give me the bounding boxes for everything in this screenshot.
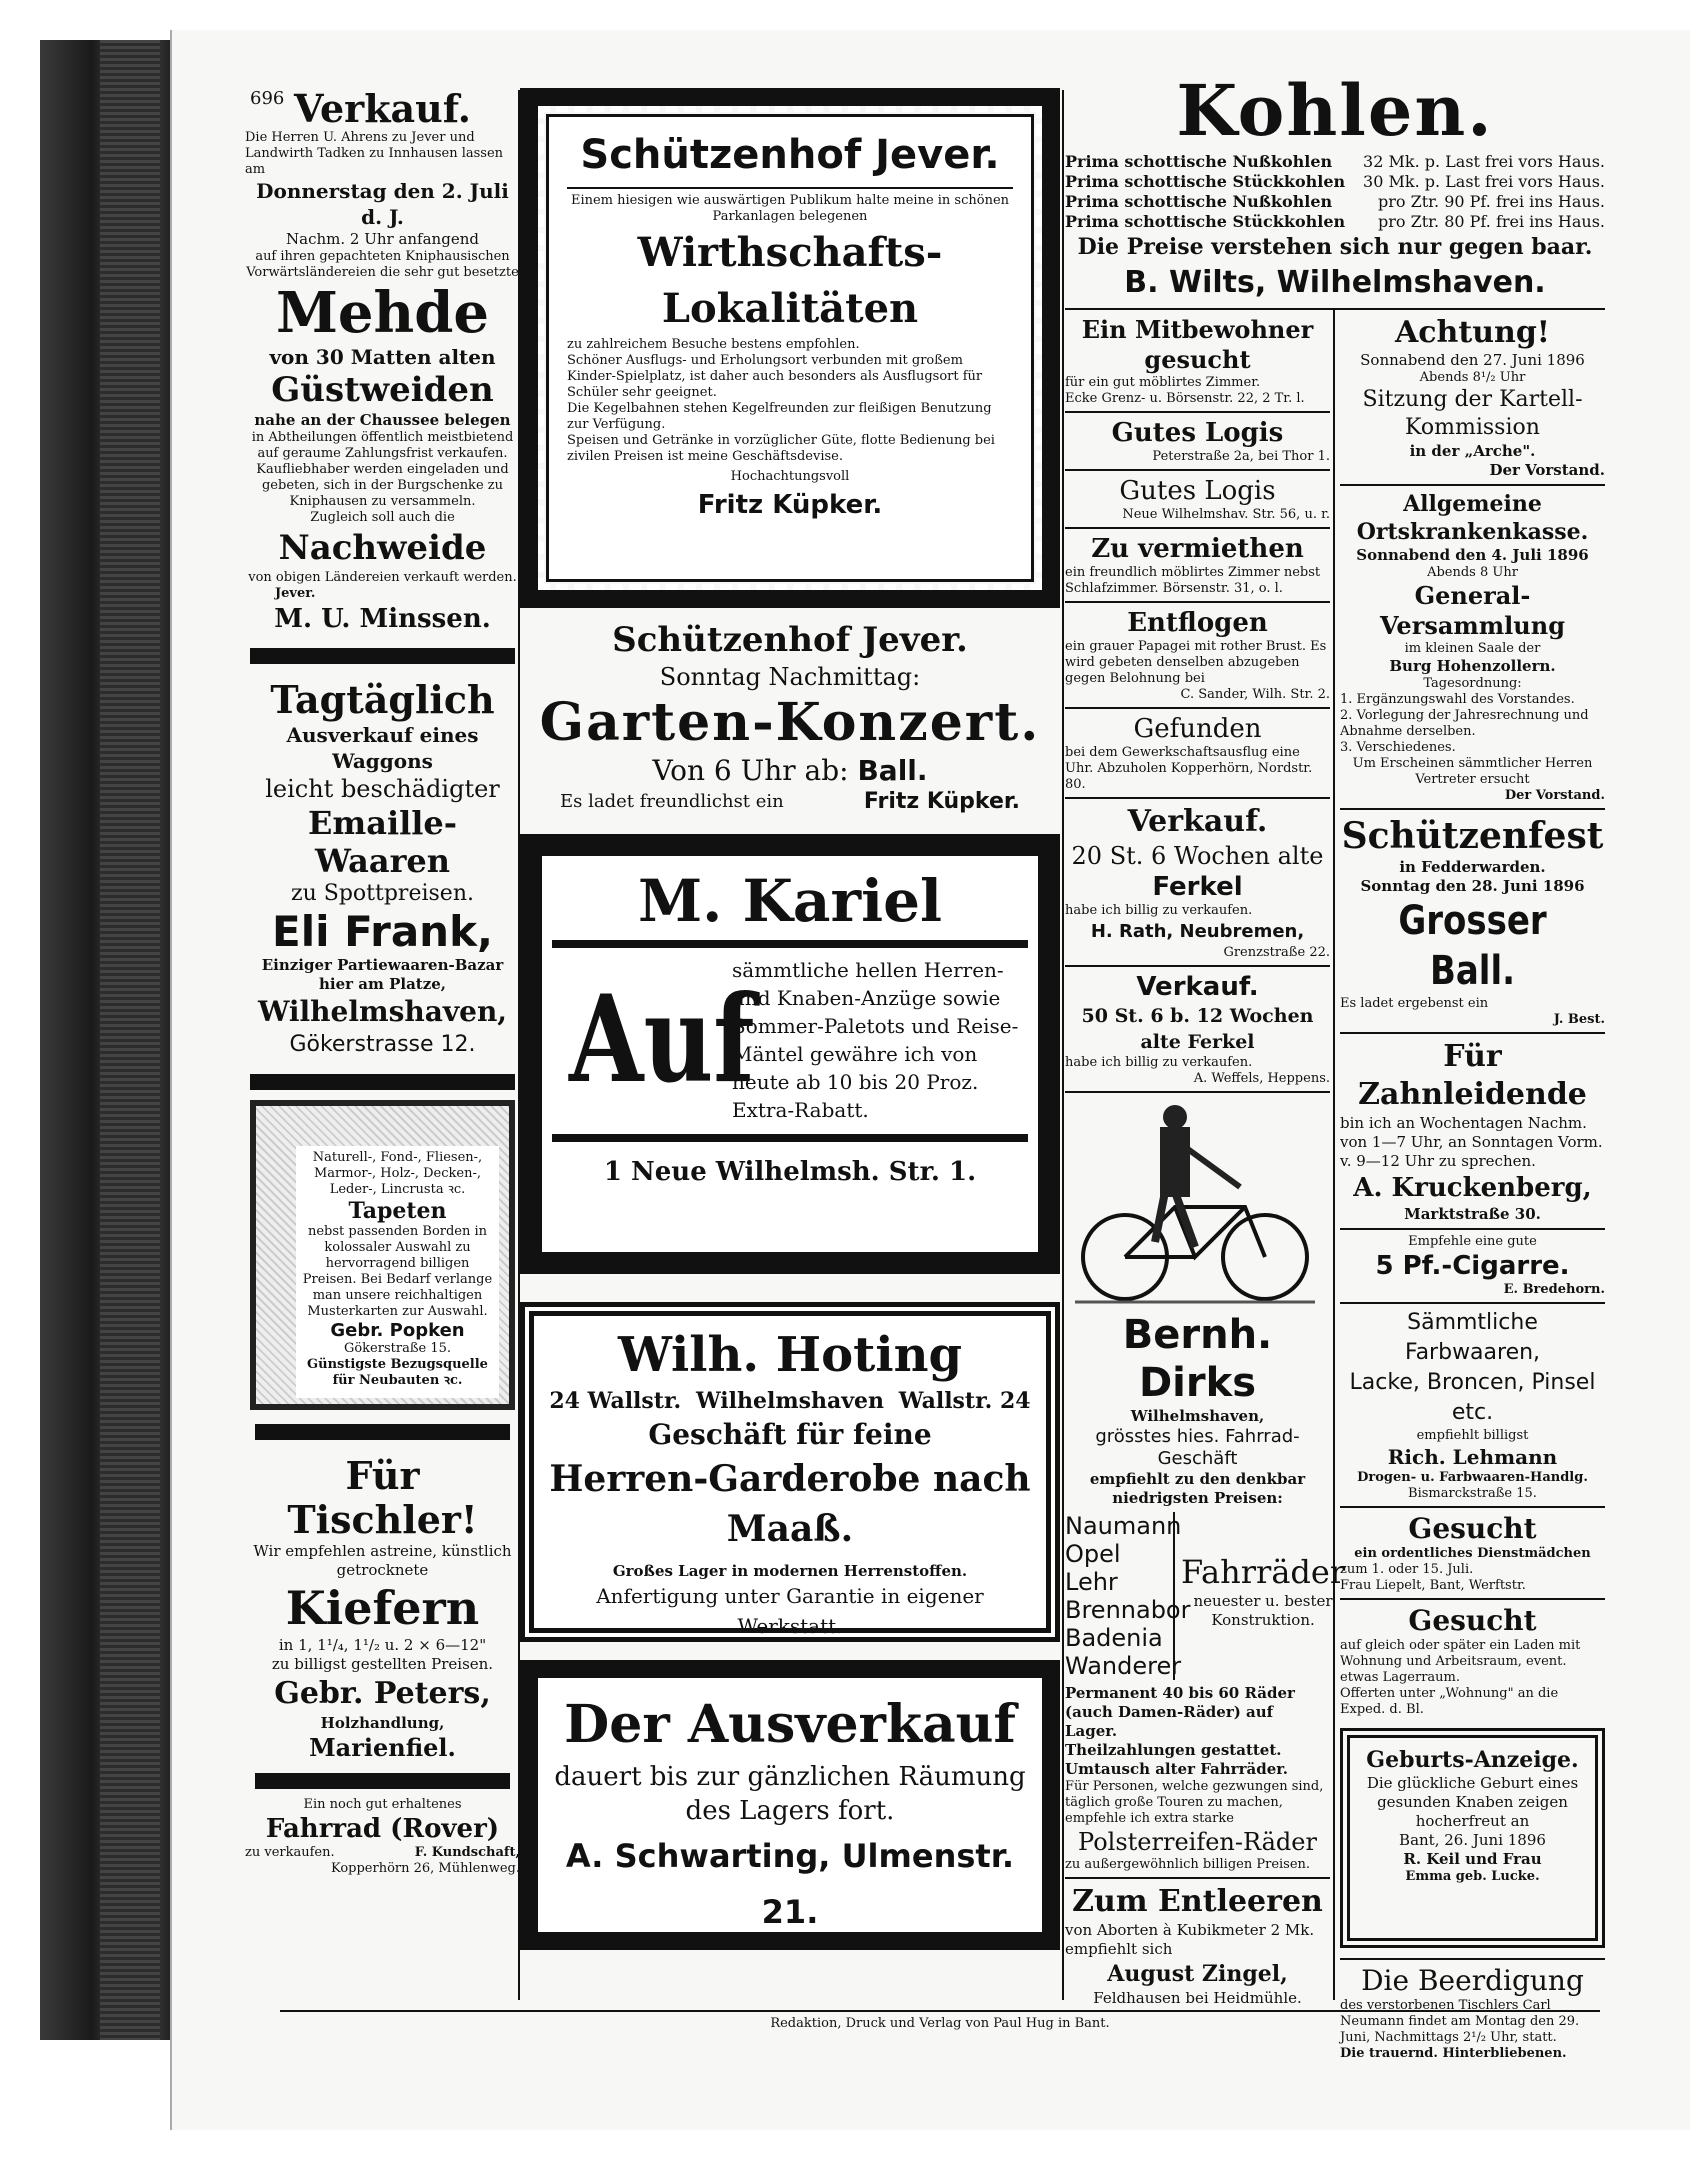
column-3 xyxy=(1065,315,1346,2008)
vk2-line-2: habe ich billig zu verkaufen. xyxy=(1065,1055,1253,1070)
dirks-title: Bernh. Dirks xyxy=(1122,1312,1273,1406)
bicycle-brand: Lehr xyxy=(1065,1568,1118,1596)
ges1-line-3: Frau Liepelt, Bant, Werftstr. xyxy=(1340,1578,1526,1593)
vk1-line-2: Ferkel xyxy=(1152,872,1243,902)
imprint-footer: Redaktion, Druck und Verlag von Paul Hug in Bant. xyxy=(280,2010,1600,2032)
geb-line-3: R. Keil und Frau xyxy=(1403,1850,1542,1868)
verkauf-details: in Abtheilungen öffentlich meistbietend auf geraume Zahlungsfrist verkaufen. Kaufliebhaber werden eingeladen und gebeten, sich in der Burgschenke zu Kniphausen zu versammeln. xyxy=(251,430,514,509)
sch-line-2: zu zahlreichem Besuche bestens empfohlen. xyxy=(567,337,860,352)
ausverkauf-title: Der Ausverkauf xyxy=(564,1694,1016,1755)
ok-line-2: Abends 8 Uhr xyxy=(1427,565,1518,580)
bicycle-brand: Badenia xyxy=(1065,1624,1163,1652)
dirks-line-8: zu außergewöhnlich billigen Preisen. xyxy=(1065,1857,1311,1872)
gesucht-2-title: Gesucht xyxy=(1408,1604,1537,1637)
gk-ball: Ball. xyxy=(857,754,928,787)
sch-line-4: Die Kegelbahnen stehen Kegelfreunden zur fleißigen Benutzung zur Verfügung. xyxy=(567,401,992,432)
hoting-line-4: Geschäft für feine xyxy=(648,1418,932,1451)
zugleich-line: Zugleich soll auch die xyxy=(310,510,455,525)
ok-line-8: 2. Vorlegung der Jahresrechnung und Abnahme derselben. xyxy=(1340,708,1589,739)
cigarre-title: 5 Pf.-Cigarre. xyxy=(1375,1251,1570,1281)
garten-konzert: Garten-Konzert. xyxy=(539,692,1041,753)
column-1 xyxy=(245,88,520,1877)
vk1-line-1: 20 St. 6 Wochen alte xyxy=(1071,842,1324,870)
fahrraeder-line: neuester u. bester Konstruktion. xyxy=(1193,1592,1333,1629)
vk1-line-5: Grenzstraße 22. xyxy=(1223,945,1330,960)
divider xyxy=(250,1074,515,1090)
rad-line-4: Kopperhörn 26, Mühlenweg. xyxy=(330,1861,520,1876)
beer-line-1: des verstorbenen Tischlers Carl Neumann findet am Montag den 29. Juni, Nachmittags 2¹/₂ Uhr, statt. xyxy=(1340,1998,1580,2045)
tischler-line-1: Wir empfehlen astreine, künstlich getrocknete xyxy=(253,1542,512,1579)
entl-line-1: von Aborten à Kubikmeter 2 Mk. empfiehlt sich xyxy=(1065,1921,1315,1958)
entl-line-3: Feldhausen bei Heidmühle. xyxy=(1093,1989,1302,2007)
gefunden-line: bei dem Gewerkschaftsausflug eine Uhr. Abzuholen Kopperhörn, Nordstr. 80. xyxy=(1065,745,1313,792)
eli-line-1: Einziger Partiewaaren-Bazar xyxy=(261,956,504,974)
kohlen-price-row xyxy=(1065,172,1605,192)
logis-2-title: Gutes Logis xyxy=(1119,476,1276,506)
tischler-title: Für Tischler! xyxy=(287,1453,478,1542)
tap-addr: Gökerstraße 15. xyxy=(343,1341,452,1356)
eli-line-4: Gökerstrasse 12. xyxy=(289,1032,476,1057)
ausverkauf-ad xyxy=(520,1660,1060,1950)
kariel-address: 1 Neue Wilhelmsh. Str. 1. xyxy=(603,1157,977,1187)
ges2-line-1: auf gleich oder später ein Laden mit Wohnung und Arbeitsraum, event. etwas Lagerraum. xyxy=(1340,1638,1581,1685)
nachweide-heading: Nachweide xyxy=(278,528,487,568)
vk1-line-4: H. Rath, Neubremen, xyxy=(1090,921,1305,942)
geb-line-4: Emma geb. Lucke. xyxy=(1405,1869,1540,1884)
vermiethen-line: ein freundlich möblirtes Zimmer nebst Schlafzimmer. Börsenstr. 31, o. l. xyxy=(1065,565,1321,596)
farb-line-5: Drogen- u. Farbwaaren-Handlg. xyxy=(1357,1470,1588,1485)
logis-1-title: Gutes Logis xyxy=(1111,418,1284,448)
kohlen-price: 30 Mk. p. Last frei vors Haus. xyxy=(1363,172,1605,191)
sf-line-4: Es ladet ergebenst ein xyxy=(1340,996,1489,1011)
ok-line-3: General-Versammlung xyxy=(1380,581,1565,640)
farb-line-3: empfiehlt billigst xyxy=(1416,1428,1529,1443)
ausverkauf-line-1: dauert bis zur gänzlichen Räumung xyxy=(554,1762,1026,1792)
schuetzenfest-title: Schützenfest xyxy=(1341,815,1604,857)
kohlen-price-row xyxy=(1065,152,1605,172)
dirks-line-6: Für Personen, welche gezwungen sind, täglich große Touren zu machen, empfehle ich extra starke xyxy=(1065,1779,1324,1826)
tap-line-1: Naturell-, Fond-, Fliesen-, Marmor-, Holz-, Decken-, Leder-, Lincrusta ꝛc. xyxy=(312,1150,483,1197)
geburts-anzeige xyxy=(1340,1728,1605,1948)
peters-line-2: Marienfiel. xyxy=(309,1733,456,1762)
ort-line: Jever. xyxy=(275,586,316,601)
hoting-line-7: Anfertigung unter Garantie in eigener Werkstatt. xyxy=(596,1584,984,1638)
ges1-line-2: zum 1. oder 15. Juli. xyxy=(1340,1562,1474,1577)
kohlen-ad xyxy=(1065,70,1605,304)
column-2 xyxy=(520,88,1060,1950)
zahn-line-3: Marktstraße 30. xyxy=(1404,1205,1541,1223)
gk-line-1: Sonntag Nachmittag: xyxy=(659,663,921,691)
tap-title: Tapeten xyxy=(348,1198,447,1224)
mit-line-2: Ecke Grenz- u. Börsenstr. 22, 2 Tr. l. xyxy=(1065,391,1305,406)
geb-title: Geburts-Anzeige. xyxy=(1366,1747,1579,1773)
ok-line-11: Der Vorstand. xyxy=(1504,788,1605,803)
ausverkauf-line-2: des Lagers fort. xyxy=(685,1796,895,1826)
vk2-line-3: A. Weffels, Heppens. xyxy=(1193,1071,1330,1086)
kohlen-price-row xyxy=(1065,192,1605,212)
acht-line-5: Der Vorstand. xyxy=(1489,461,1605,479)
vk1-line-3: habe ich billig zu verkaufen. xyxy=(1065,903,1253,918)
geb-line-2: Bant, 26. Juni 1896 xyxy=(1399,1831,1546,1849)
kohlen-price: pro Ztr. 90 Pf. frei ins Haus. xyxy=(1377,192,1605,211)
ok-line-1: Sonnabend den 4. Juli 1896 xyxy=(1356,546,1589,564)
kohlen-price: 32 Mk. p. Last frei vors Haus. xyxy=(1363,152,1605,171)
ok-line-10: Um Erscheinen sämmtlicher Herren Vertreter ersucht xyxy=(1352,756,1593,787)
eli-line-3: Wilhelmshaven, xyxy=(257,995,508,1028)
verkauf-time: Nachm. 2 Uhr anfangend xyxy=(286,230,479,248)
kohlen-product: Prima schottische Stückkohlen xyxy=(1065,212,1346,231)
ausverkauf-line-3: A. Schwarting, Ulmenstr. 21. xyxy=(565,1837,1015,1931)
entleeren-title: Zum Entleeren xyxy=(1072,1884,1323,1919)
beer-line-2: Die trauernd. Hinterbliebenen. xyxy=(1340,2046,1567,2061)
fahrraeder-heading: Fahrräder xyxy=(1181,1553,1346,1591)
ent-line-1: ein grauer Papagei mit rother Brust. Es wird gebeten denselben abzugeben gegen Belohnung bei xyxy=(1065,639,1327,686)
kohlen-product: Prima schottische Nußkohlen xyxy=(1065,152,1333,171)
rad-line-2: zu verkaufen. xyxy=(245,1845,335,1860)
gk-signature: Fritz Küpker. xyxy=(863,789,1020,814)
signer: M. U. Minssen. xyxy=(274,604,491,634)
dirks-line-4: Permanent 40 bis 60 Räder (auch Damen-Räder) auf Lager. xyxy=(1065,1684,1295,1740)
fahrrad-title: Fahrrad (Rover) xyxy=(265,1814,500,1844)
ges2-line-2: Offerten unter „Wohnung" an die Exped. d. Bl. xyxy=(1340,1686,1559,1717)
tag-line-2: leicht beschädigter xyxy=(265,775,500,803)
divider xyxy=(250,648,515,664)
kohlen-product: Prima schottische Stückkohlen xyxy=(1065,172,1346,191)
ok-line-7: 1. Ergänzungswahl des Vorstandes. xyxy=(1340,692,1575,707)
page-number: 696 xyxy=(250,88,285,109)
tischler-line-2: in 1, 1¹/₄, 1¹/₂ u. 2 × 6—12" xyxy=(278,1636,487,1654)
geb-line-1: Die glückliche Geburt eines gesunden Knaben zeigen hocherfreut an xyxy=(1366,1774,1579,1830)
dirks-line-2: grösstes hies. Fahrrad-Geschäft xyxy=(1095,1426,1300,1469)
achtung-title: Achtung! xyxy=(1395,315,1550,350)
kariel-text: sämmtliche hellen Herren- und Knaben-Anzüge sowie Sommer-Paletots und Reise-Mäntel gewähre ich von heute ab 10 bis 20 Proz. Extra-Rabatt. xyxy=(732,958,1019,1122)
kariel-ad xyxy=(520,834,1060,1274)
kohlen-product: Prima schottische Nußkohlen xyxy=(1065,192,1333,211)
sch-line-5: Speisen und Getränke in vorzüglicher Güte, flotte Bedienung bei zivilen Preisen ist meine Geschäftsdevise. xyxy=(567,433,995,464)
zahnleidende-title: Für Zahnleidende xyxy=(1358,1039,1587,1112)
farb-line-1: Sämmtliche Farbwaaren, xyxy=(1404,1310,1541,1365)
bicycle-brand: Naumann xyxy=(1065,1512,1182,1540)
sf-line-1: in Fedderwarden. xyxy=(1399,858,1546,876)
farb-line-6: Bismarckstraße 15. xyxy=(1408,1486,1537,1501)
dirks-line-1: Wilhelmshaven, xyxy=(1130,1407,1265,1425)
cyclist-illustration xyxy=(1065,1097,1325,1307)
mehde-heading: Mehde xyxy=(275,280,490,346)
tag-line-1: Ausverkauf eines Waggons xyxy=(286,723,479,773)
tap-line-3: Günstigste Bezugsquelle für Neubauten ꝛc. xyxy=(307,1357,488,1388)
verkauf-1-title: Verkauf. xyxy=(1127,804,1268,839)
peters-firm: Gebr. Peters, xyxy=(274,1676,491,1711)
kohlen-title: Kohlen. xyxy=(1176,69,1494,152)
acht-line-1: Sonnabend den 27. Juni 1896 xyxy=(1360,351,1585,369)
hoting-title: Wilh. Hoting xyxy=(617,1327,963,1383)
sf-line-2: Sonntag den 28. Juni 1896 xyxy=(1360,877,1585,895)
tagtaeglich-title: Tagtäglich xyxy=(270,677,495,722)
acht-line-4: in der „Arche". xyxy=(1409,442,1536,460)
hoting-addr-1: 24 Wallstr. xyxy=(549,1388,682,1414)
hoting-city: Wilhelmshaven xyxy=(695,1388,885,1414)
mitbewohner-title: Ein Mitbewohner gesucht xyxy=(1081,315,1314,374)
chaussee-line: nahe an der Chaussee belegen xyxy=(254,411,511,429)
sch-line-6: Hochachtungsvoll xyxy=(730,469,850,484)
sch-line-3: Schöner Ausflugs- und Erholungsort verbunden mit großem Kinder-Spielplatz, ist daher auch besonders als Ausflugsort für Schüler sehr geeignet. xyxy=(567,353,983,400)
cig-line-2: E. Bredehorn. xyxy=(1503,1282,1605,1297)
cig-line-1: Empfehle eine gute xyxy=(1408,1234,1537,1249)
book-binding xyxy=(40,40,170,2040)
bicycle-brand: Wanderer xyxy=(1065,1652,1182,1680)
tapeten-ad xyxy=(250,1100,515,1410)
ent-line-2: C. Sander, Wilh. Str. 2. xyxy=(1180,687,1330,702)
tap-firm: Gebr. Popken xyxy=(330,1320,465,1341)
farb-line-2: Lacke, Broncen, Pinsel etc. xyxy=(1349,1370,1596,1425)
entflogen-title: Entflogen xyxy=(1127,608,1268,638)
bicycle-brand: Opel xyxy=(1065,1540,1121,1568)
eli-line-2: hier am Platze, xyxy=(319,975,446,993)
ok-line-9: 3. Verschiedenes. xyxy=(1340,740,1456,755)
sch-signature: Fritz Küpker. xyxy=(697,490,883,520)
sch-lokalitaeten: Wirthschafts-Lokalitäten xyxy=(637,229,943,332)
tag-line-3: Emaille-Waaren xyxy=(307,804,458,880)
column-rule xyxy=(1062,90,1064,2000)
gesucht-1-title: Gesucht xyxy=(1408,1512,1537,1545)
column-rule xyxy=(1333,310,1335,2000)
bicycle-brand: Brennabor xyxy=(1065,1596,1191,1624)
kohlen-price-row xyxy=(1065,212,1605,232)
zahn-line-1: bin ich an Wochentagen Nachm. von 1—7 Uhr, an Sonntagen Vorm. v. 9—12 Uhr zu sprechen. xyxy=(1340,1114,1603,1170)
vk2-line-1: 50 St. 6 b. 12 Wochen alte Ferkel xyxy=(1081,1005,1314,1053)
tag-line-4: zu Spottpreisen. xyxy=(291,881,474,906)
beerdigung-title: Die Beerdigung xyxy=(1361,1964,1584,1997)
tap-line-2: nebst passenden Borden in kolossaler Auswahl zu hervorragend billigen Preisen. Bei Bedarf verlange man unsere reichhaltigen Musterkarten zur Auswahl. xyxy=(302,1224,493,1319)
rad-line-1: Ein noch gut erhaltenes xyxy=(303,1797,462,1812)
vermiethen-title: Zu vermiethen xyxy=(1091,534,1304,564)
logis-2-line: Neue Wilhelmshav. Str. 56, u. r. xyxy=(1122,507,1330,522)
gk-line-2: Von 6 Uhr ab: xyxy=(652,754,849,787)
kiefern-heading: Kiefern xyxy=(285,1581,480,1635)
kohlen-firm: B. Wilts, Wilhelmshaven. xyxy=(1124,265,1546,300)
verkauf-title: Verkauf. xyxy=(294,86,471,131)
peters-line-1: Holzhandlung, xyxy=(320,1714,445,1732)
gk-title: Schützenhof Jever. xyxy=(612,620,968,660)
hoting-ad xyxy=(520,1302,1060,1642)
divider xyxy=(1065,308,1605,310)
hoting-line-6: Großes Lager in modernen Herrenstoffen. xyxy=(612,1562,968,1580)
zahn-line-2: A. Kruckenberg, xyxy=(1353,1173,1592,1203)
dirks-line-5: Theilzahlungen gestattet. Umtausch alter Fahrräder. xyxy=(1065,1741,1288,1778)
dirks-line-7: Polsterreifen-Räder xyxy=(1078,1828,1317,1856)
auf-heading: Auf xyxy=(569,969,755,1110)
ok-line-4: im kleinen Saale der xyxy=(1404,641,1541,656)
ges1-line-1: ein ordentliches Dienstmädchen xyxy=(1354,1546,1591,1561)
farb-line-4: Rich. Lehmann xyxy=(1387,1445,1558,1469)
column-rule xyxy=(518,90,520,2000)
ok-line-6: Tagesordnung: xyxy=(1423,676,1522,691)
mit-line-1: für ein gut möblirtes Zimmer. xyxy=(1065,375,1261,390)
logis-1-line: Peterstraße 2a, bei Thor 1. xyxy=(1152,449,1330,464)
sf-line-5: J. Best. xyxy=(1553,1012,1605,1027)
verkauf-date: Donnerstag den 2. Juli d. J. xyxy=(256,179,509,229)
matten-line: von 30 Matten alten xyxy=(269,345,496,369)
acht-line-2: Abends 8¹/₂ Uhr xyxy=(1419,370,1526,385)
verkauf-2-title: Verkauf. xyxy=(1136,972,1259,1002)
sch-title: Schützenhof Jever. xyxy=(580,132,1000,178)
column-4 xyxy=(1340,315,1605,2062)
ortskrankenkasse-title: Allgemeine Ortskrankenkasse. xyxy=(1356,491,1589,545)
tischler-line-3: zu billigst gestellten Preisen. xyxy=(271,1655,494,1673)
divider xyxy=(255,1424,510,1440)
ok-line-5: Burg Hohenzollern. xyxy=(1389,657,1556,675)
guestweiden-heading: Güstweiden xyxy=(271,370,494,410)
entl-line-2: August Zingel, xyxy=(1107,1961,1288,1987)
kohlen-price: pro Ztr. 80 Pf. frei ins Haus. xyxy=(1377,212,1605,231)
rad-line-3: F. Kundschaft, xyxy=(414,1845,520,1860)
verkauf-intro: Die Herren U. Ahrens zu Jever und Landwirth Tadken zu Innhausen lassen am xyxy=(245,130,504,177)
nachweide-text: von obigen Ländereien verkauft werden. xyxy=(248,570,517,585)
kariel-title: M. Kariel xyxy=(637,867,943,935)
kohlen-note: Die Preise verstehen sich nur gegen baar. xyxy=(1077,234,1593,260)
dirks-line-3: empfiehlt zu den denkbar niedrigsten Preisen: xyxy=(1089,1470,1306,1507)
grosser-ball: Grosser Ball. xyxy=(1398,898,1547,994)
verkauf-desc: auf ihren gepachteten Kniphausischen Vorwärtsländereien die sehr gut besetzte xyxy=(246,249,519,280)
sch-line-1: Einem hiesigen wie auswärtigen Publikum halte meine in schönen Parkanlagen belegenen xyxy=(570,193,1010,224)
hoting-line-5: Herren-Garderobe nach Maaß. xyxy=(549,1458,1031,1550)
acht-line-3: Sitzung der Kartell-Kommission xyxy=(1362,387,1583,440)
eli-frank: Eli Frank, xyxy=(272,907,493,956)
divider xyxy=(255,1773,510,1789)
schuetzenhof-ad xyxy=(520,88,1060,608)
gefunden-title: Gefunden xyxy=(1133,714,1262,744)
hoting-addr-2: Wallstr. 24 xyxy=(898,1388,1031,1414)
gk-line-3: Es ladet freundlichst ein xyxy=(560,791,784,812)
